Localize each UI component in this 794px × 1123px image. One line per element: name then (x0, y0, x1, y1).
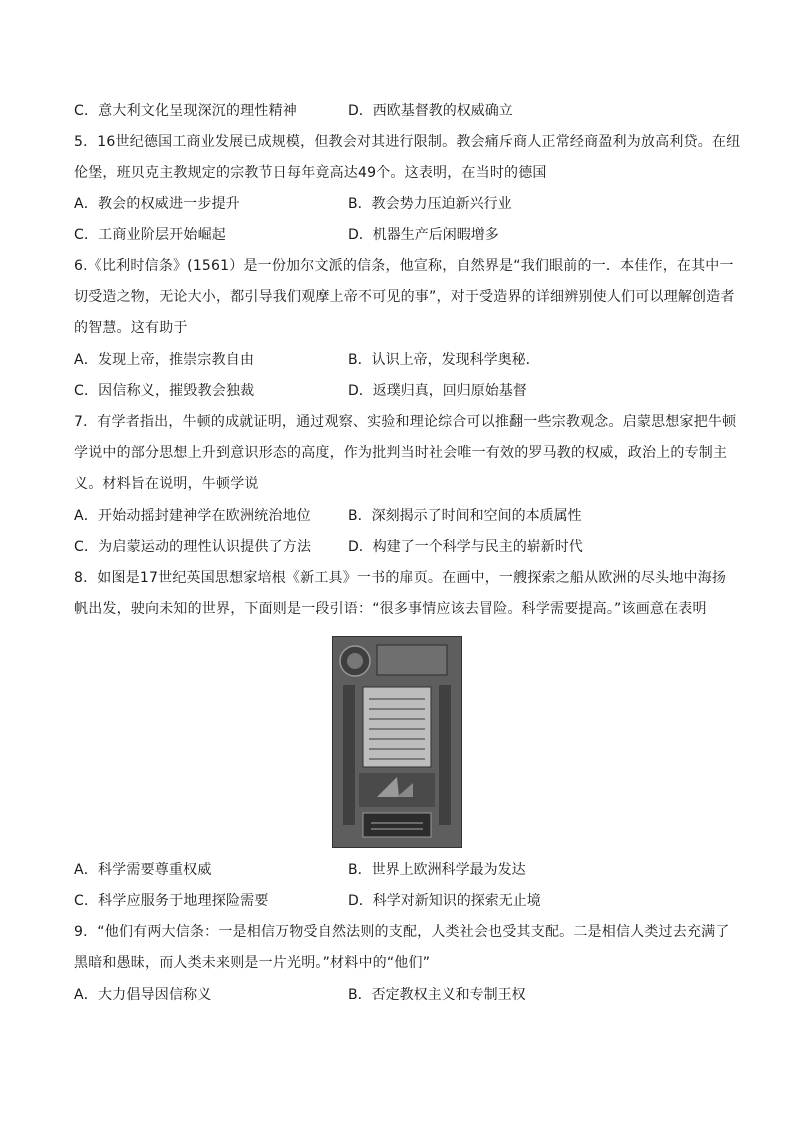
q8-stem-line-2: 帆出发，驶向未知的世界，下面则是一段引语：“很多事情应该去冒险。科学需要提高。”该画意在表明 (74, 601, 707, 617)
q9-stem-line-1: 9．“他们有两大信条：一是相信万物受自然法则的支配，人类社会也受其支配。二是相信人类过去充满了 (74, 924, 730, 940)
q8-option-b: B．世界上欧洲科学最为发达 (348, 862, 526, 878)
q7-option-c: C．为启蒙运动的理性认识提供了方法 (74, 539, 312, 555)
q7-option-a: A．开始动摇封建神学在欧洲统治地位 (74, 508, 311, 524)
q9-option-b: B．否定教权主义和专制王权 (348, 987, 526, 1003)
q7-stem-line-3: 义。材料旨在说明，牛顿学说 (74, 476, 259, 492)
q7-stem-line-2: 学说中的部分思想上升到意识形态的高度，作为批判当时社会唯一有效的罗马教的权威，政治上的专制主 (74, 445, 728, 461)
q8-option-c: C．科学应服务于地理探险需要 (74, 893, 269, 909)
q6-option-c: C．因信称义，摧毁教会独裁 (74, 383, 255, 399)
q9-stem-line-2: 黑暗和愚昧，而人类未来则是一片光明。”材料中的“他们” (74, 955, 431, 971)
frontispiece-drawing (333, 637, 461, 847)
novum-organum-frontispiece-image (332, 636, 462, 848)
q6-option-d: D．返璞归真，回归原始基督 (348, 383, 527, 399)
q6-stem-line-2: 切受造之物，无论大小，都引导我们观摩上帝不可见的事”，对于受造界的详细辨别使人们可以理解创造者 (74, 289, 735, 305)
q6-option-a: A．发现上帝，推崇宗教自由 (74, 352, 255, 368)
q7-stem-line-1: 7．有学者指出，牛顿的成就证明，通过观察、实验和理论综合可以推翻一些宗教观念。启蒙思想家把牛顿 (74, 414, 737, 430)
q5-stem-line-2: 伦堡，班贝克主教规定的宗教节日每年竟高达49个。这表明，在当时的德国 (74, 165, 547, 181)
q6-stem-line-3: 的智慧。这有助于 (74, 320, 188, 336)
q4-option-d: D．西欧基督教的权威确立 (348, 103, 513, 119)
q7-option-d: D．构建了一个科学与民主的崭新时代 (348, 539, 583, 555)
q4-option-c: C．意大利文化呈现深沉的理性精神 (74, 103, 297, 119)
q5-option-c: C．工商业阶层开始崛起 (74, 227, 226, 243)
q8-stem-line-1: 8．如图是17世纪英国思想家培根《新工具》一书的扉页。在画中，一艘探索之船从欧洲的尽头地中海扬 (74, 570, 727, 586)
q5-option-a: A．教会的权威进一步提升 (74, 196, 240, 212)
q6-option-b: B．认识上帝，发现科学奥秘． (348, 352, 540, 368)
q6-stem-line-1: 6.《比利时信条》(1561）是一份加尔文派的信条，他宣称，自然界是“我们眼前的一．本佳作，在其中一 (74, 258, 734, 274)
q9-option-a: A．大力倡导因信称义 (74, 987, 212, 1003)
q5-option-b: B．教会势力压迫新兴行业 (348, 196, 512, 212)
q5-stem-line-1: 5．16世纪德国工商业发展已成规模，但教会对其进行限制。教会痛斥商人正常经商盈利为放高利贷。在纽 (74, 134, 741, 150)
q7-option-b: B．深刻揭示了时间和空间的本质属性 (348, 508, 582, 524)
q8-option-a: A．科学需要尊重权威 (74, 862, 212, 878)
q8-option-d: D．科学对新知识的探索无止境 (348, 893, 541, 909)
q5-option-d: D．机器生产后闲暇增多 (348, 227, 499, 243)
